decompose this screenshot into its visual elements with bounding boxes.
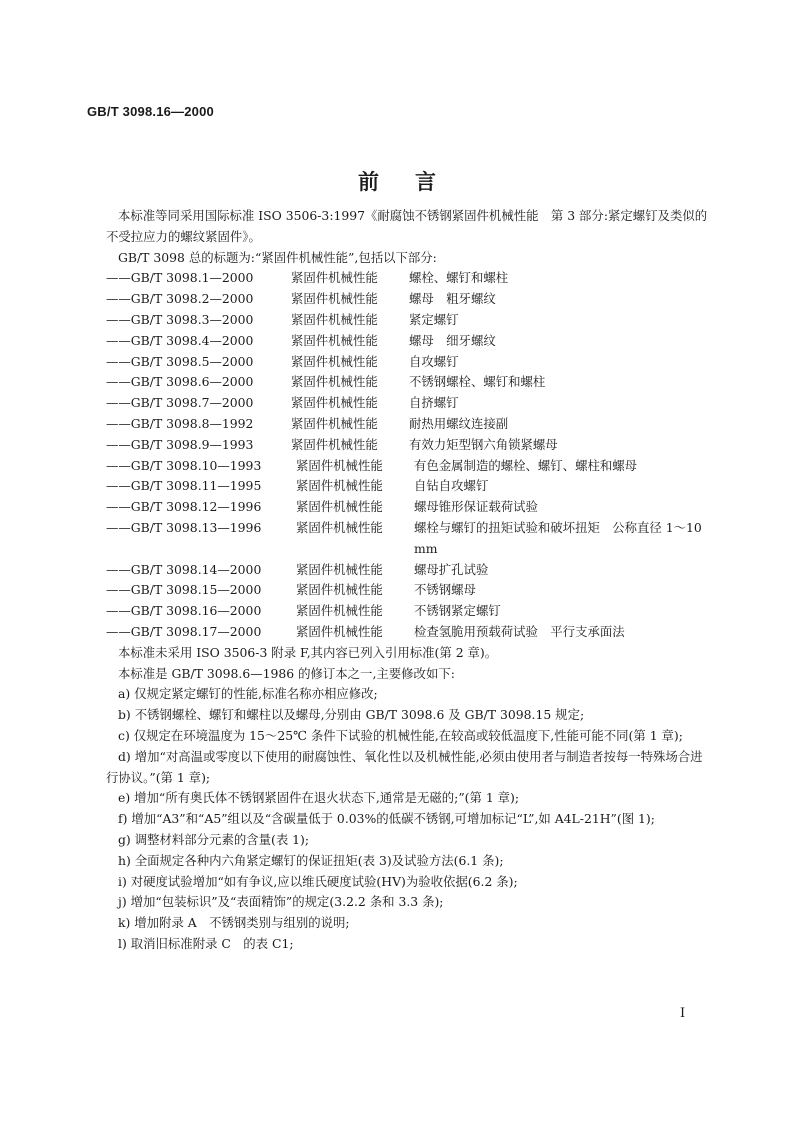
standards-list	[106, 268, 708, 642]
change-item-a: a) 仅规定紧定螺钉的性能,标准名称亦相应修改;	[118, 686, 378, 702]
standard-part: 紧固件机械性能	[296, 561, 383, 577]
list-item	[106, 372, 708, 393]
standard-subtitle: 螺母扩孔试验	[414, 561, 489, 577]
list-item	[106, 601, 708, 622]
standard-code: ——GB/T 3098.2—2000	[106, 291, 254, 307]
list-item	[106, 435, 708, 456]
list-item	[106, 331, 708, 352]
standard-code: ——GB/T 3098.4—2000	[106, 332, 254, 348]
standard-subtitle: 螺栓、螺钉和螺柱	[409, 270, 509, 286]
change-item-f: f) 增加“A3”和“A5”组以及“含碳量低于 0.03%的低碳不锈钢,可增加标记“L”,如 A4L-21H”(图 1);	[118, 811, 655, 827]
list-item	[106, 268, 708, 289]
standard-code: ——GB/T 3098.7—2000	[106, 395, 254, 411]
list-item	[106, 289, 708, 310]
standard-code: ——GB/T 3098.12—1996	[106, 499, 262, 515]
standard-part: 紧固件机械性能	[296, 457, 383, 473]
standard-code: ——GB/T 3098.17—2000	[106, 623, 262, 639]
standard-subtitle: 自挤螺钉	[409, 395, 459, 411]
standard-part: 紧固件机械性能	[296, 603, 383, 619]
standard-part: 紧固件机械性能	[291, 415, 378, 431]
standard-code: ——GB/T 3098.15—2000	[106, 582, 262, 598]
change-item-e: e) 增加“所有奥氏体不锈钢紧固件在退火状态下,通常是无磁的;”(第 1 章);	[118, 790, 520, 806]
change-item-i: i) 对硬度试验增加“如有争议,应以维氏硬度试验(HV)为验收依据(6.2 条);	[118, 873, 518, 889]
page-title: 前言	[358, 170, 472, 194]
standard-subtitle: 有效力矩型钢六角锁紧螺母	[409, 436, 558, 452]
list-item	[106, 518, 708, 560]
standard-subtitle: 自钻自攻螺钉	[414, 478, 489, 494]
standard-subtitle: 紧定螺钉	[409, 311, 459, 327]
standard-subtitle: 螺栓与螺钉的扭矩试验和破坏扭矩 公称直径 1～10 mm	[414, 519, 702, 556]
change-item-l: l) 取消旧标准附录 C 的表 C1;	[118, 935, 294, 951]
standard-subtitle: 有色金属制造的螺栓、螺钉、螺柱和螺母	[414, 457, 638, 473]
standard-part: 紧固件机械性能	[296, 478, 383, 494]
change-item-b: b) 不锈钢螺栓、螺钉和螺柱以及螺母,分别由 GB/T 3098.6 及 GB/T 3098.15 规定;	[118, 707, 585, 723]
standard-code: ——GB/T 3098.16—2000	[106, 603, 262, 619]
standard-subtitle: 螺母锥形保证载荷试验	[414, 499, 538, 515]
standard-code: ——GB/T 3098.6—2000	[106, 374, 254, 390]
change-item-g: g) 调整材料部分元素的含量(表 1);	[118, 831, 310, 847]
standard-header: GB/T 3098.16—2000	[87, 104, 214, 119]
standard-part: 紧固件机械性能	[291, 436, 378, 452]
standard-code: ——GB/T 3098.9—1993	[106, 436, 254, 452]
intro-paragraph: 本标准等同采用国际标准 ISO 3506-3:1997《耐腐蚀不锈钢紧固件机械性能 第 3 部分:紧定螺钉及类似的不受拉应力的螺纹紧固件》。	[106, 208, 708, 244]
standard-part: 紧固件机械性能	[291, 353, 378, 369]
change-item-k: k) 增加附录 A 不锈钢类别与组别的说明;	[118, 915, 350, 931]
standard-subtitle: 螺母 粗牙螺纹	[409, 291, 496, 307]
standard-code: ——GB/T 3098.10—1993	[106, 457, 262, 473]
standard-code: ——GB/T 3098.13—1996	[106, 519, 262, 535]
standard-subtitle: 不锈钢螺母	[414, 582, 476, 598]
standard-subtitle: 螺母 细牙螺纹	[409, 332, 496, 348]
list-item	[106, 560, 708, 581]
standard-part: 紧固件机械性能	[291, 311, 378, 327]
change-item-d: d) 增加“对高温或零度以下使用的耐腐蚀性、氧化性以及机械性能,必须由使用者与制造者按每一特殊场合进行协议。”(第 1 章);	[106, 748, 703, 785]
standard-code: ——GB/T 3098.5—2000	[106, 353, 254, 369]
list-item	[106, 456, 708, 477]
standard-code: ——GB/T 3098.8—1992	[106, 415, 254, 431]
standard-code: ——GB/T 3098.3—2000	[106, 311, 254, 327]
standard-part: 紧固件机械性能	[296, 519, 383, 535]
standard-part: 紧固件机械性能	[296, 499, 383, 515]
list-item	[106, 497, 708, 518]
list-item	[106, 476, 708, 497]
standard-code: ——GB/T 3098.11—1995	[106, 478, 262, 494]
standard-code: ——GB/T 3098.14—2000	[106, 561, 262, 577]
standard-subtitle: 耐热用螺纹连接副	[409, 415, 509, 431]
list-item	[106, 393, 708, 414]
list-item	[106, 352, 708, 373]
standard-part: 紧固件机械性能	[291, 374, 378, 390]
change-item-c: c) 仅规定在环境温度为 15～25℃ 条件下试验的机械性能,在较高或较低温度下,性能可能不同(第 1 章);	[118, 727, 683, 743]
note-revision: 本标准是 GB/T 3098.6—1986 的修订本之一,主要修改如下:	[118, 665, 455, 681]
standard-code: ——GB/T 3098.1—2000	[106, 270, 254, 286]
change-item-j: j) 增加“包装标识”及“表面精饰”的规定(3.2.2 条和 3.3 条);	[118, 894, 444, 910]
list-item	[106, 414, 708, 435]
standard-part: 紧固件机械性能	[291, 395, 378, 411]
standard-part: 紧固件机械性能	[296, 582, 383, 598]
list-item	[106, 310, 708, 331]
standard-part: 紧固件机械性能	[291, 270, 378, 286]
list-item	[106, 580, 708, 601]
standard-part: 紧固件机械性能	[296, 623, 383, 639]
standard-subtitle: 不锈钢螺栓、螺钉和螺柱	[409, 374, 546, 390]
document-body	[106, 206, 708, 955]
page-number: I	[680, 1006, 686, 1021]
standard-part: 紧固件机械性能	[291, 291, 378, 307]
list-item	[106, 622, 708, 643]
standard-subtitle: 自攻螺钉	[409, 353, 459, 369]
standard-subtitle: 不锈钢紧定螺钉	[414, 603, 501, 619]
change-item-h: h) 全面规定各种内六角紧定螺钉的保证扭矩(表 3)及试验方法(6.1 条);	[118, 852, 504, 868]
note-appendix-f: 本标准未采用 ISO 3506-3 附录 F,其内容已列入引用标准(第 2 章)。	[118, 644, 498, 660]
standard-subtitle: 检查氢脆用预载荷试验 平行支承面法	[414, 623, 625, 639]
standard-part: 紧固件机械性能	[291, 332, 378, 348]
series-title-paragraph: GB/T 3098 总的标题为:“紧固件机械性能”,包括以下部分:	[118, 249, 437, 265]
